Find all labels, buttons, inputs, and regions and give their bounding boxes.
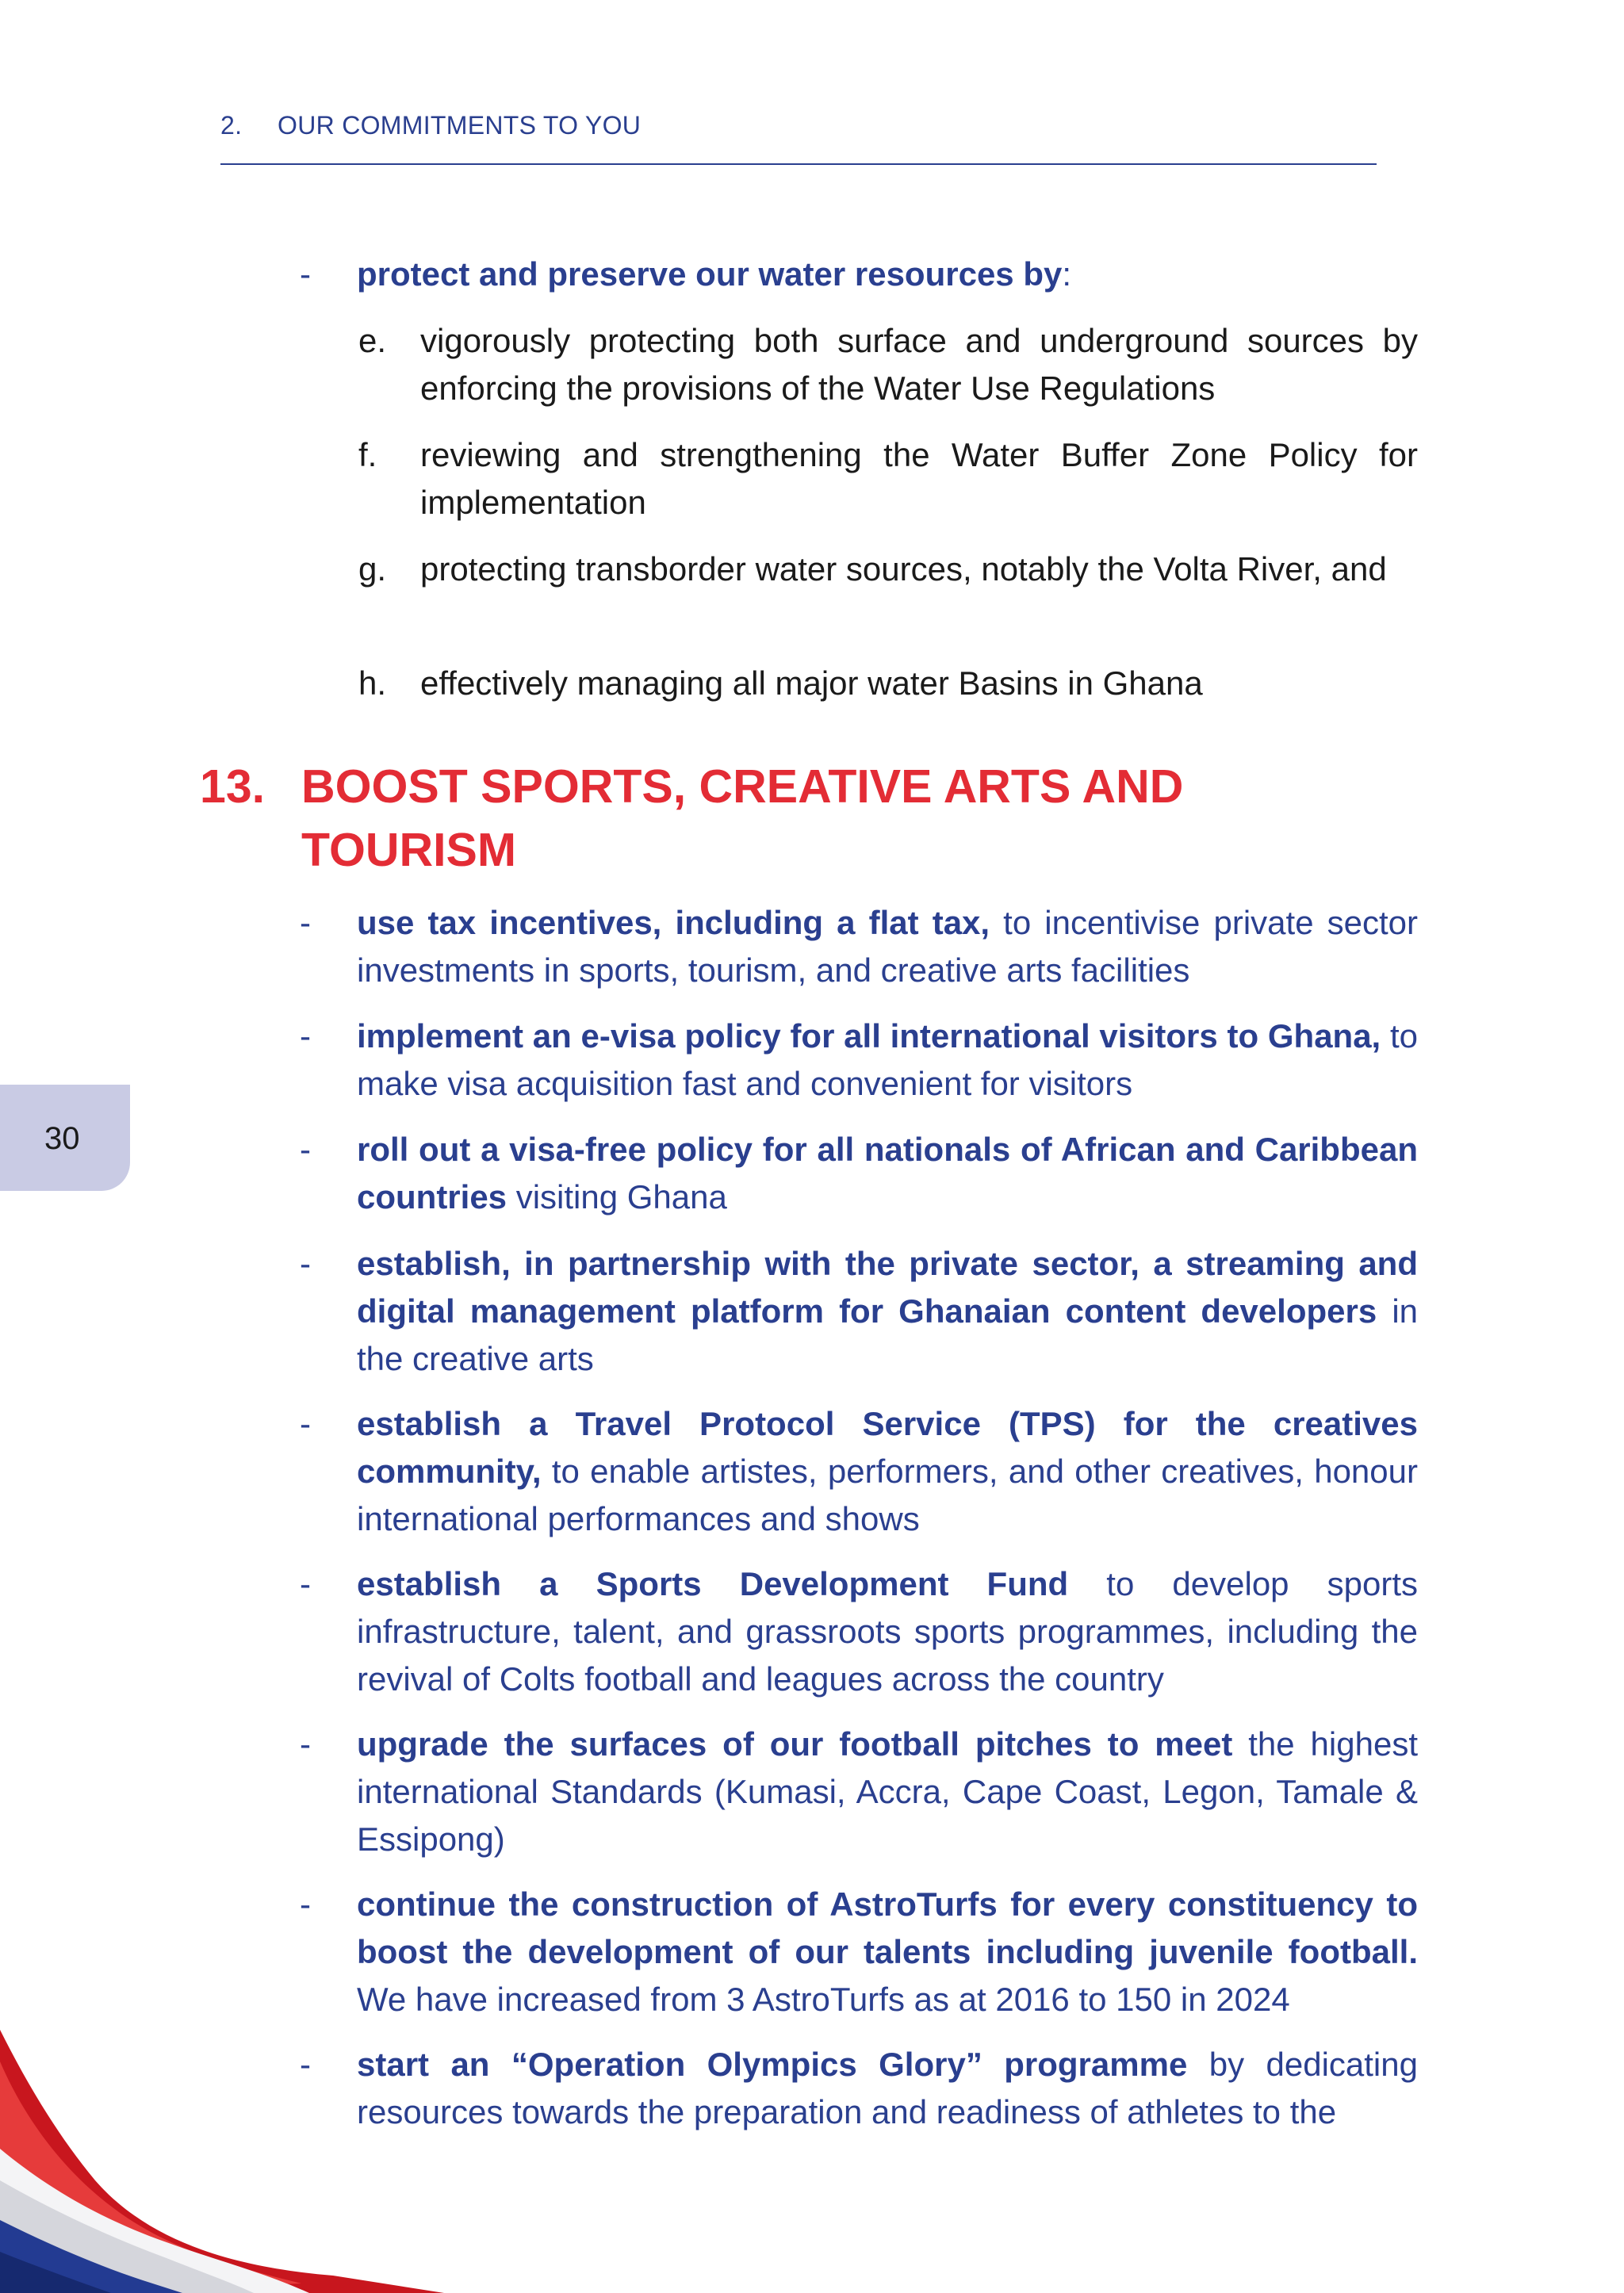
item-bold-text: upgrade the surfaces of our football pitches to meet — [357, 1725, 1233, 1763]
item-text: to make visa acquisition fast and convenient for visitors — [357, 1017, 1418, 1102]
section-heading — [200, 755, 1231, 882]
sub-list-item — [358, 660, 1418, 707]
sub-list-item — [358, 545, 1418, 593]
item-bold-text: establish a Sports Development Fund — [357, 1565, 1069, 1602]
item-text: to enable artistes, performers, and other creatives, honour international performances and shows — [357, 1453, 1418, 1537]
chapter-title: OUR COMMITMENTS TO YOU — [278, 111, 642, 140]
bullet-dash: - — [300, 904, 311, 941]
section-number: 13. — [200, 760, 266, 813]
header-divider — [220, 163, 1377, 165]
sub-item-text: reviewing and strengthening the Water Buffer Zone Policy for implementation — [420, 436, 1418, 521]
item-text: to develop sports infrastructure, talent, and grassroots sports programmes, including the revival of Colts football and leagues across the country — [357, 1565, 1419, 1698]
sub-item-label: f. — [358, 436, 377, 473]
sub-item-text: vigorously protecting both surface and underground sources by enforcing the provisions of the Water Use Regulations — [420, 322, 1418, 407]
bullet-dash: - — [300, 1245, 311, 1282]
bullet-dash: - — [300, 1725, 311, 1763]
item-text: in the creative arts — [357, 1292, 1419, 1377]
sub-item-text: effectively managing all major water Basins in Ghana — [420, 664, 1203, 702]
item-text: visiting Ghana — [507, 1178, 727, 1215]
sub-item-label: h. — [358, 664, 387, 702]
section-title: BOOST SPORTS, CREATIVE ARTS AND TOURISM — [301, 760, 1184, 876]
commitment-item — [300, 1721, 1418, 1863]
item-text: We have increased from 3 AstroTurfs as at 2016 to 150 in 2024 — [357, 1981, 1290, 2018]
sub-item-label: e. — [358, 322, 387, 359]
commitment-item — [300, 899, 1418, 994]
bullet-dash: - — [300, 255, 311, 293]
page-number: 30 — [44, 1121, 80, 1156]
item-text: by dedicating resources towards the preparation and readiness of athletes to the — [357, 2046, 1418, 2130]
item-text: : — [1062, 255, 1072, 293]
sub-item-text: protecting transborder water sources, notably the Volta River, and — [420, 550, 1387, 588]
item-bold-text: protect and preserve our water resources by — [357, 255, 1063, 293]
bullet-dash: - — [300, 2046, 311, 2083]
commitment-item — [300, 1126, 1418, 1221]
item-text: the highest international Standards (Kumasi, Accra, Cape Coast, Legon, Tamale & Essipong) — [357, 1725, 1418, 1858]
water-commitment-item — [300, 251, 1418, 298]
flag-decoration — [0, 2030, 444, 2293]
commitment-item — [300, 1400, 1418, 1543]
sub-item-label: g. — [358, 550, 387, 588]
item-text: to incentivise private sector investments in sports, tourism, and creative arts facilities — [357, 904, 1419, 989]
bullet-dash: - — [300, 1885, 311, 1923]
commitment-item — [300, 1013, 1418, 1108]
commitment-item — [300, 1881, 1418, 2023]
commitment-item — [300, 1240, 1418, 1383]
bullet-dash: - — [300, 1017, 311, 1055]
item-bold-text: use tax incentives, including a flat tax, — [357, 904, 990, 941]
commitment-item — [300, 1560, 1418, 1703]
item-bold-text: establish, in partnership with the private sector, a streaming and digital management platform for Ghanaian content developers — [357, 1245, 1418, 1330]
item-bold-text: establish a Travel Protocol Service (TPS) for the creatives community, — [357, 1405, 1418, 1490]
bullet-dash: - — [300, 1131, 311, 1168]
chapter-number: 2. — [220, 111, 243, 140]
sub-list-item — [358, 431, 1418, 526]
item-bold-text: implement an e-visa policy for all international visitors to Ghana, — [357, 1017, 1381, 1055]
bullet-dash: - — [300, 1565, 311, 1602]
commitment-item — [300, 2041, 1418, 2136]
sub-list-item — [358, 317, 1418, 412]
item-bold-text: continue the construction of AstroTurfs for every constituency to boost the development of our talents including juvenile football. — [357, 1885, 1418, 1970]
running-header — [220, 111, 641, 140]
bullet-dash: - — [300, 1405, 311, 1442]
item-bold-text: roll out a visa-free policy for all nationals of African and Caribbean countries — [357, 1131, 1418, 1215]
item-bold-text: start an “Operation Olympics Glory” programme — [357, 2046, 1188, 2083]
